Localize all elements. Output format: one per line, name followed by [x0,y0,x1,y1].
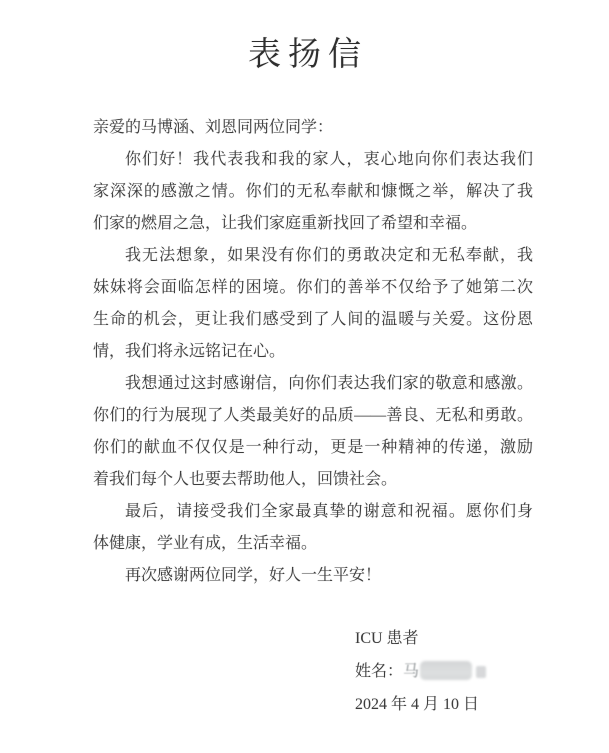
letter-line: 我想通过这封感谢信，向你们表达我们家的敬意和感激。 [125,375,533,392]
letter-line: 着我们每个人也要去帮助他人，回馈社会。 [93,471,398,488]
letter-line: 生命的机会，更让我们感受到了人间的温暖与关爱。这份恩 [93,311,533,328]
letter-line: 妹妹将会面临怎样的困境。你们的善举不仅给予了她第二次 [93,279,533,296]
letter-line: 们家的燃眉之急，让我们家庭重新找回了希望和幸福。 [93,215,478,232]
signature-date: 2024 年 4 月 10 日 [355,696,480,713]
letter-line: 亲爱的马博涵、刘恩同两位同学： [93,119,334,136]
letter-line: 体健康，学业有成，生活幸福。 [93,535,318,552]
letter-line: 你们好！我代表我和我的家人，衷心地向你们表达我们 [125,151,533,168]
signature-signer: ICU 患者 [355,630,419,647]
letter-line: 你们的行为展现了人类最美好的品质——善良、无私和勇敢。 [93,407,533,424]
signature-name-line [355,655,486,688]
signature-name-label: 姓名： [355,663,404,680]
letter-line: 再次感谢两位同学，好人一生平安！ [125,567,382,584]
letter-line: 最后，请接受我们全家最真挚的谢意和祝福。愿你们身 [125,503,533,520]
letter-line: 家深深的感激之情。你们的无私奉献和慷慨之举，解决了我 [93,183,533,200]
letter-body [93,112,533,592]
letter-line: 情，我们将永远铭记在心。 [93,343,286,360]
redacted-name-blur [420,661,472,680]
letter-title: 表扬信 [248,37,368,73]
letter-line: 你们的献血不仅仅是一种行动，更是一种精神的传递，激励 [93,439,533,456]
signature-block [355,622,486,721]
signature-name-visible: 马 [403,663,420,680]
letter-line: 我无法想象，如果没有你们的勇敢决定和无私奉献，我 [125,247,533,264]
redacted-name-blur-tail [476,666,486,678]
